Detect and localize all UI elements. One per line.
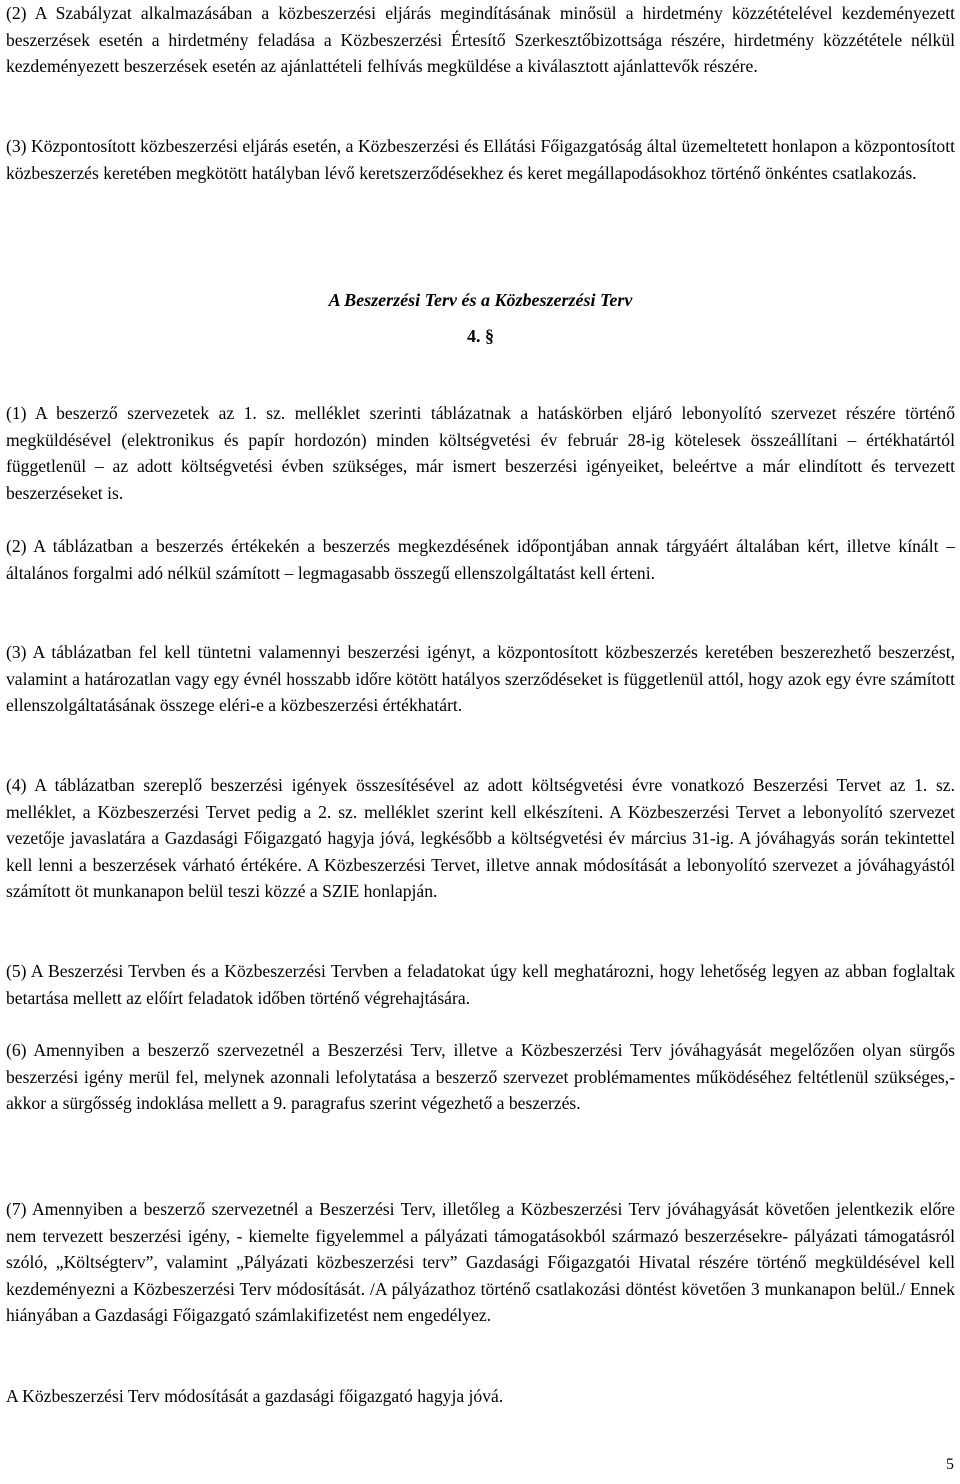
closing-sentence: A Közbeszerzési Terv módosítását a gazdasági főigazgató hagyja jóvá.: [6, 1386, 504, 1406]
paragraph-4: (4) A táblázatban szereplő beszerzési igények összesítésével az adott költségvetési évre vonatkozó Beszerzési Tervet az 1. sz. melléklet, a Közbeszerzési Tervet pedig a 2. sz. melléklet szerint kell elkészíteni. A Közbeszerzési Tervet a lebonyolító szervezet vezetője javaslatára a Gazdasági Főigazgató hagyja jóvá, legkésőbb a költségvetési év március 31-ig. A jóváhagyás során tekintettel kell lenni a beszerzések várható értékére. A Közbeszerzési Tervet, illetve annak módosítását a lebonyolító szervezet a jóváhagyástól számított öt munkanapon belül teszi közzé a SZIE honlapján.: [6, 775, 955, 902]
section-title: A Beszerzési Terv és a Közbeszerzési Terv: [328, 290, 633, 310]
paragraph-1: (1) A beszerző szervezetek az 1. sz. melléklet szerinti táblázatnak a hatáskörben eljáró lebonyolító szervezet részére történő megküldésével (elektronikus és papír hordozón) minden költségvetési év február 28-ig kötelesek összeállítani – értékhatártól függetlenül – az adott költségvetési évben szükséges, már ismert beszerzési igényeiket, beleértve a már elindított és tervezett beszerzéseket is.: [6, 403, 955, 503]
paragraph-6: (6) Amennyiben a beszerző szervezetnél a Beszerzési Terv, illetve a Közbeszerzési Terv jóváhagyását megelőzően olyan sürgős beszerzési igény merül fel, melynek azonnali lefolytatása a beszerző szervezet problémamentes működéséhez feltétlenül szükséges,- akkor a sürgősség indoklása mellett a 9. paragrafus szerint végezhető a beszerzés.: [6, 1040, 955, 1114]
paragraph-7: (7) Amennyiben a beszerző szervezetnél a Beszerzési Terv, illetőleg a Közbeszerzési Terv jóváhagyását követően jelentkezik előre nem tervezett beszerzési igény, - kiemelte figyelemmel a pályázati támogatásokból származó beszerzésekre- pályázati támogatásról szóló, „Költségterv”, valamint „Pályázati közbeszerzési terv” Gazdasági Főigazgatói Hivatal részére történő megküldésével kell kezdeményezni a Közbeszerzési Terv módosítását. /A pályázathoz történő csatlakozási döntést követően 3 munkanapon belül./ Ennek hiányában a Gazdasági Főigazgató számlakifizetést nem engedélyez.: [6, 1199, 955, 1326]
page-number: 5: [946, 1456, 954, 1473]
section-number: 4. §: [467, 326, 494, 346]
paragraph-3-intro: (3) Központosított közbeszerzési eljárás esetén, a Közbeszerzési és Ellátási Főigazgatóság által üzemeltetett honlapon a központosított közbeszerzés keretében megkötött hatályban lévő keretszerződésekhez és keret megállapodásokhoz történő önkéntes csatlakozás.: [6, 136, 955, 183]
paragraph-5: (5) A Beszerzési Tervben és a Közbeszerzési Tervben a feladatokat úgy kell meghatározni, hogy lehetőség legyen az abban foglaltak betartása mellett az előírt feladatok időben történő végrehajtására.: [6, 961, 955, 1008]
paragraph-2: (2) A táblázatban a beszerzés értékekén a beszerzés megkezdésének időpontjában annak tárgyáért általában kért, illetve kínált – általános forgalmi adó nélkül számított – legmagasabb összegű ellenszolgáltatást kell érteni.: [6, 536, 955, 583]
paragraph-3: (3) A táblázatban fel kell tüntetni valamennyi beszerzési igényt, a központosított közbeszerzés keretében beszerezhető beszerzést, valamint a határozatlan vagy egy évnél hosszabb időre kötött hatályos szerződéseket is függetlenül attól, hogy azok egy évre számított ellenszolgáltatásának összege eléri-e a közbeszerzési értékhatárt.: [6, 642, 955, 716]
paragraph-2-intro: (2) A Szabályzat alkalmazásában a közbeszerzési eljárás megindításának minősül a hirdetmény közzétételével kezdeményezett beszerzések esetén a hirdetmény feladása a Közbeszerzési Értesítő Szerkesztőbizottsága részére, hirdetmény közzététele nélkül kezdeményezett beszerzések esetén az ajánlattételi felhívás megküldése a kiválasztott ajánlattevők részére.: [6, 3, 955, 77]
